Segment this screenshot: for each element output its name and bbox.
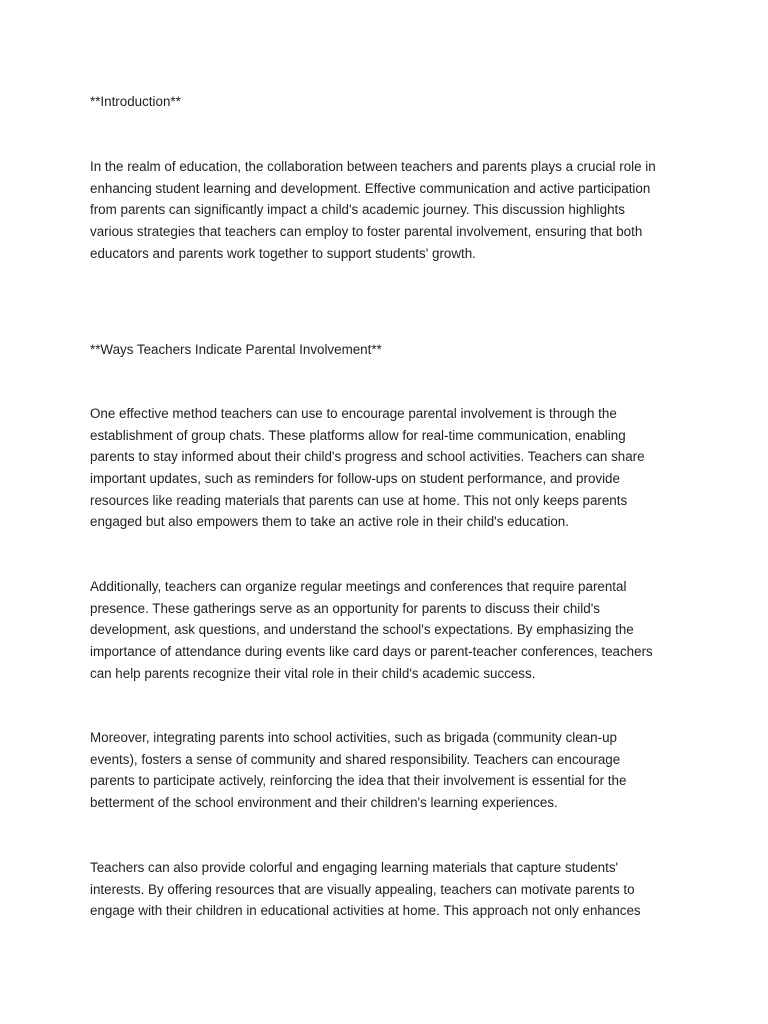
paragraph-line: various strategies that teachers can employ to foster parental involvement, ensuring that both	[90, 224, 643, 240]
paragraph-line: parents to stay informed about their child's progress and school activities. Teachers can share	[90, 449, 645, 465]
paragraph-line: betterment of the school environment and their children's learning experiences.	[90, 795, 558, 811]
intro-paragraph	[90, 156, 690, 264]
paragraph-line: presence. These gatherings serve as an opportunity for parents to discuss their child's	[90, 600, 600, 616]
heading-introduction: **Introduction**	[90, 94, 181, 109]
paragraph-line: importance of attendance during events like card days or parent-teacher conferences, teachers	[90, 644, 653, 660]
paragraph-line: from parents can significantly impact a child's academic journey. This discussion highlights	[90, 202, 625, 218]
paragraph-line: One effective method teachers can use to encourage parental involvement is through the	[90, 406, 617, 421]
paragraph-line: events), fosters a sense of community and shared responsibility. Teachers can encourage	[90, 751, 621, 767]
paragraph-line: Additionally, teachers can organize regular meetings and conferences that require parental	[90, 579, 627, 594]
paragraph-line: interests. By offering resources that are visually appealing, teachers can motivate parents to	[90, 881, 635, 897]
heading-ways-teachers: **Ways Teachers Indicate Parental Involvement**	[90, 342, 382, 357]
paragraph-line: establishment of group chats. These platforms allow for real-time communication, enabling	[90, 427, 626, 443]
paragraph-line: Moreover, integrating parents into school activities, such as brigada (community clean-up	[90, 730, 617, 745]
paragraph-line: important updates, such as reminders for follow-ups on student performance, and provide	[90, 471, 620, 487]
paragraph-line: In the realm of education, the collaboration between teachers and parents plays a crucial role in	[90, 159, 656, 174]
paragraph-line: parents to participate actively, reinforcing the idea that their involvement is essential for the	[90, 773, 627, 789]
paragraph-line: engage with their children in educational activities at home. This approach not only enhances	[90, 903, 641, 919]
paragraph-line: educators and parents work together to support students' growth.	[90, 245, 476, 261]
paragraph-line: enhancing student learning and development. Effective communication and active participation	[90, 180, 651, 196]
paragraph-line: engaged but also empowers them to take an active role in their child's education.	[90, 514, 569, 530]
materials-paragraph	[90, 857, 690, 922]
paragraph-line: Teachers can also provide colorful and engaging learning materials that capture students'	[90, 860, 619, 875]
paragraph-line: resources like reading materials that parents can use at home. This not only keeps parents	[90, 492, 628, 508]
group-chats-paragraph	[90, 403, 690, 533]
activities-paragraph	[90, 727, 690, 814]
paragraph-line: can help parents recognize their vital role in their child's academic success.	[90, 665, 536, 681]
paragraph-line: development, ask questions, and understand the school's expectations. By emphasizing the	[90, 622, 634, 638]
meetings-paragraph	[90, 576, 690, 684]
